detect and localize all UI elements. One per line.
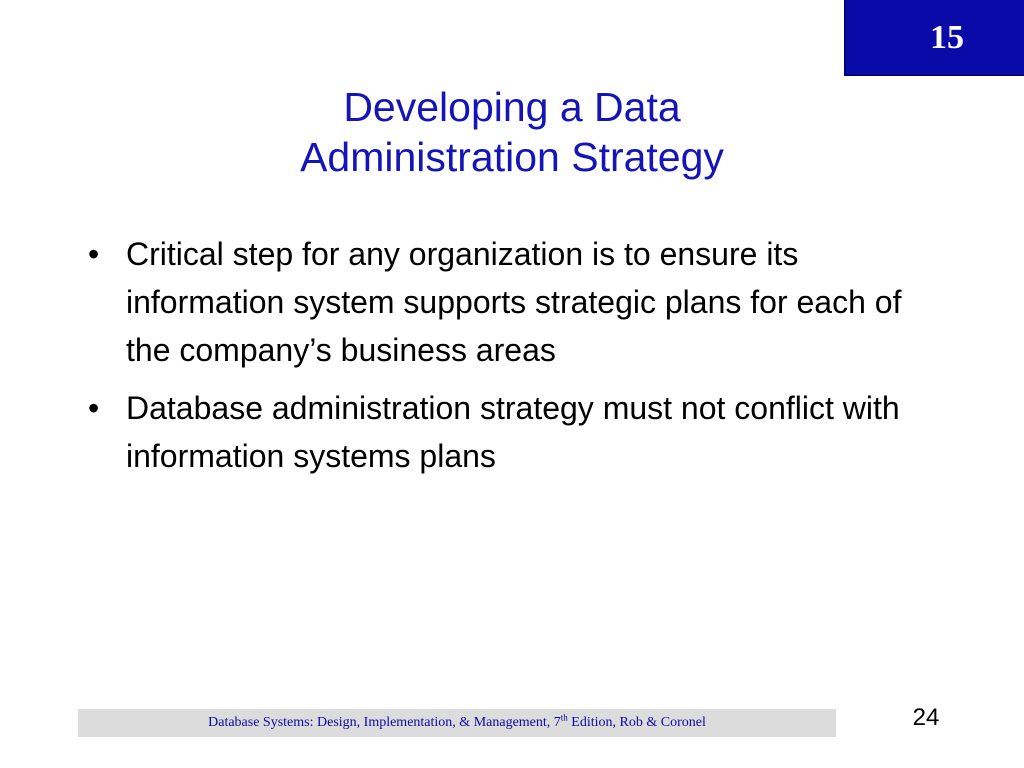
bullet-item bbox=[84, 230, 944, 374]
bullet-dot-icon: • bbox=[88, 236, 100, 272]
page-number: 24 bbox=[912, 704, 940, 731]
footer-citation bbox=[78, 709, 836, 737]
bullet-item bbox=[84, 384, 944, 480]
slide-title-line-2: Administration Strategy bbox=[300, 134, 724, 180]
bullet-dot-icon: • bbox=[88, 390, 100, 426]
bullet-text: Critical step for any organization is to ensure its information system supports strategic plans for each of the company’s business areas bbox=[126, 236, 902, 368]
bullet-text: Database administration strategy must not conflict with information systems plans bbox=[126, 390, 900, 474]
footer-superscript: th bbox=[560, 712, 568, 723]
slide-title-line-1: Developing a Data bbox=[343, 84, 681, 130]
slide-title bbox=[0, 82, 1024, 182]
chapter-badge bbox=[844, 0, 1024, 76]
bullet-list bbox=[84, 230, 944, 490]
footer-text-end: Edition, Rob & Coronel bbox=[567, 715, 706, 730]
chapter-number: 15 bbox=[930, 19, 964, 56]
footer-text-main: Database Systems: Design, Implementation, & Management, 7 bbox=[208, 715, 561, 730]
